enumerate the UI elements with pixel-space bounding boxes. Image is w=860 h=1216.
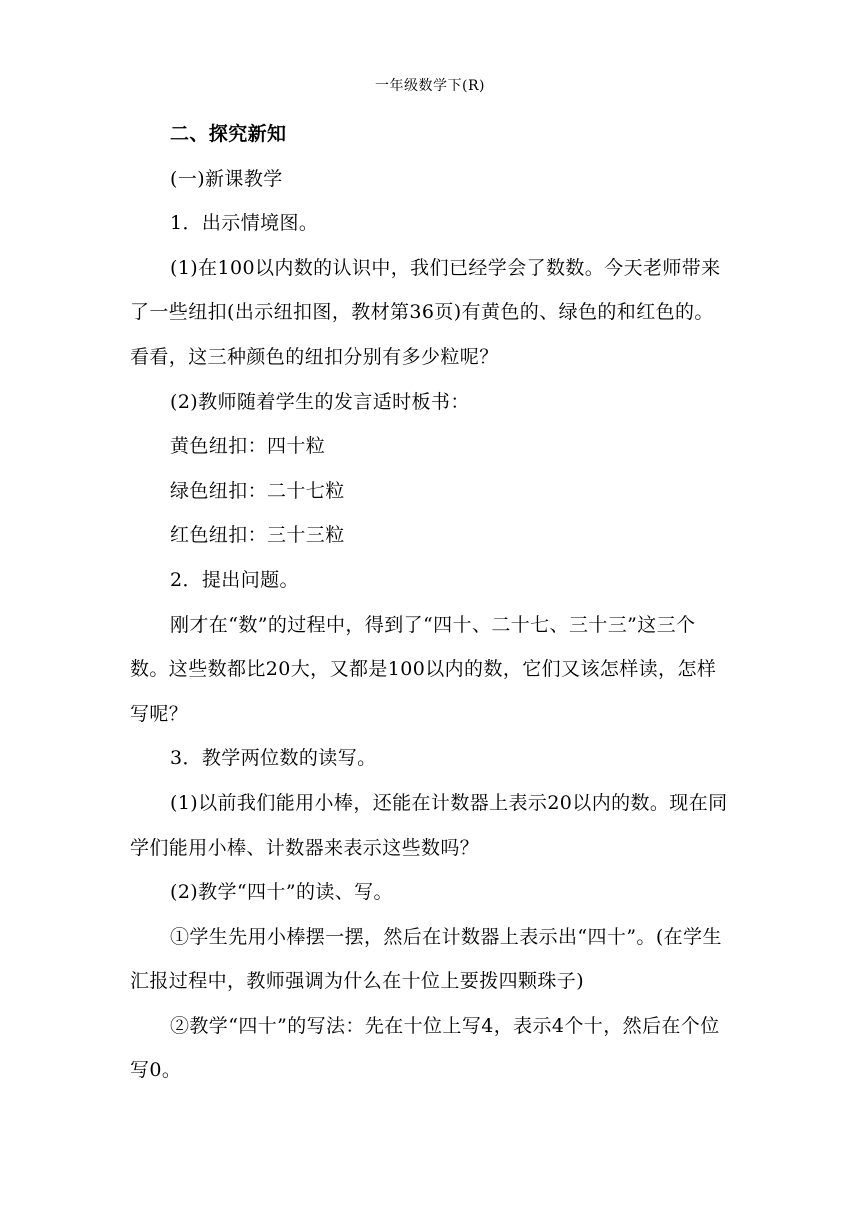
- section-heading: 二、探究新知: [170, 123, 287, 145]
- document-body: [130, 112, 732, 1093]
- paragraph: ①学生先用小棒摆一摆，然后在计数器上表示出“四十”。(在学生汇报过程中，教师强调为什么在十位上要拨四颗珠子): [130, 925, 722, 993]
- paragraph: (1)以前我们能用小棒，还能在计数器上表示20以内的数。现在同学们能用小棒、计数器来表示这些数吗？: [130, 791, 728, 859]
- subsection-heading: (一)新课教学: [170, 167, 283, 190]
- step-heading: 1．出示情境图。: [170, 212, 319, 235]
- step-heading: 2．提出问题。: [170, 568, 299, 591]
- step-heading: 3．教学两位数的读写。: [170, 747, 377, 770]
- board-note-line: 绿色纽扣：二十七粒: [170, 479, 345, 502]
- board-note-line: 黄色纽扣：四十粒: [170, 435, 326, 458]
- paragraph: (2)教学“四十”的读、写。: [170, 881, 393, 904]
- paragraph: 刚才在“数”的过程中，得到了“四十、二十七、三十三”这三个数。这些数都比20大，又都是100以内的数，它们又该怎样读，怎样写呢？: [130, 613, 717, 725]
- paragraph: (1)在100以内数的认识中，我们已经学会了数数。今天老师带来了一些纽扣(出示纽扣图，教材第36页)有黄色的、绿色的和红色的。看看，这三种颜色的纽扣分别有多少粒呢？: [130, 256, 721, 368]
- board-note-line: 红色纽扣：三十三粒: [170, 524, 345, 547]
- paragraph: ②教学“四十”的写法：先在十位上写4，表示4个十，然后在个位写0。: [130, 1014, 720, 1082]
- paragraph: (2)教师随着学生的发言适时板书：: [170, 390, 470, 413]
- running-header: 一年级数学下(R): [375, 78, 485, 94]
